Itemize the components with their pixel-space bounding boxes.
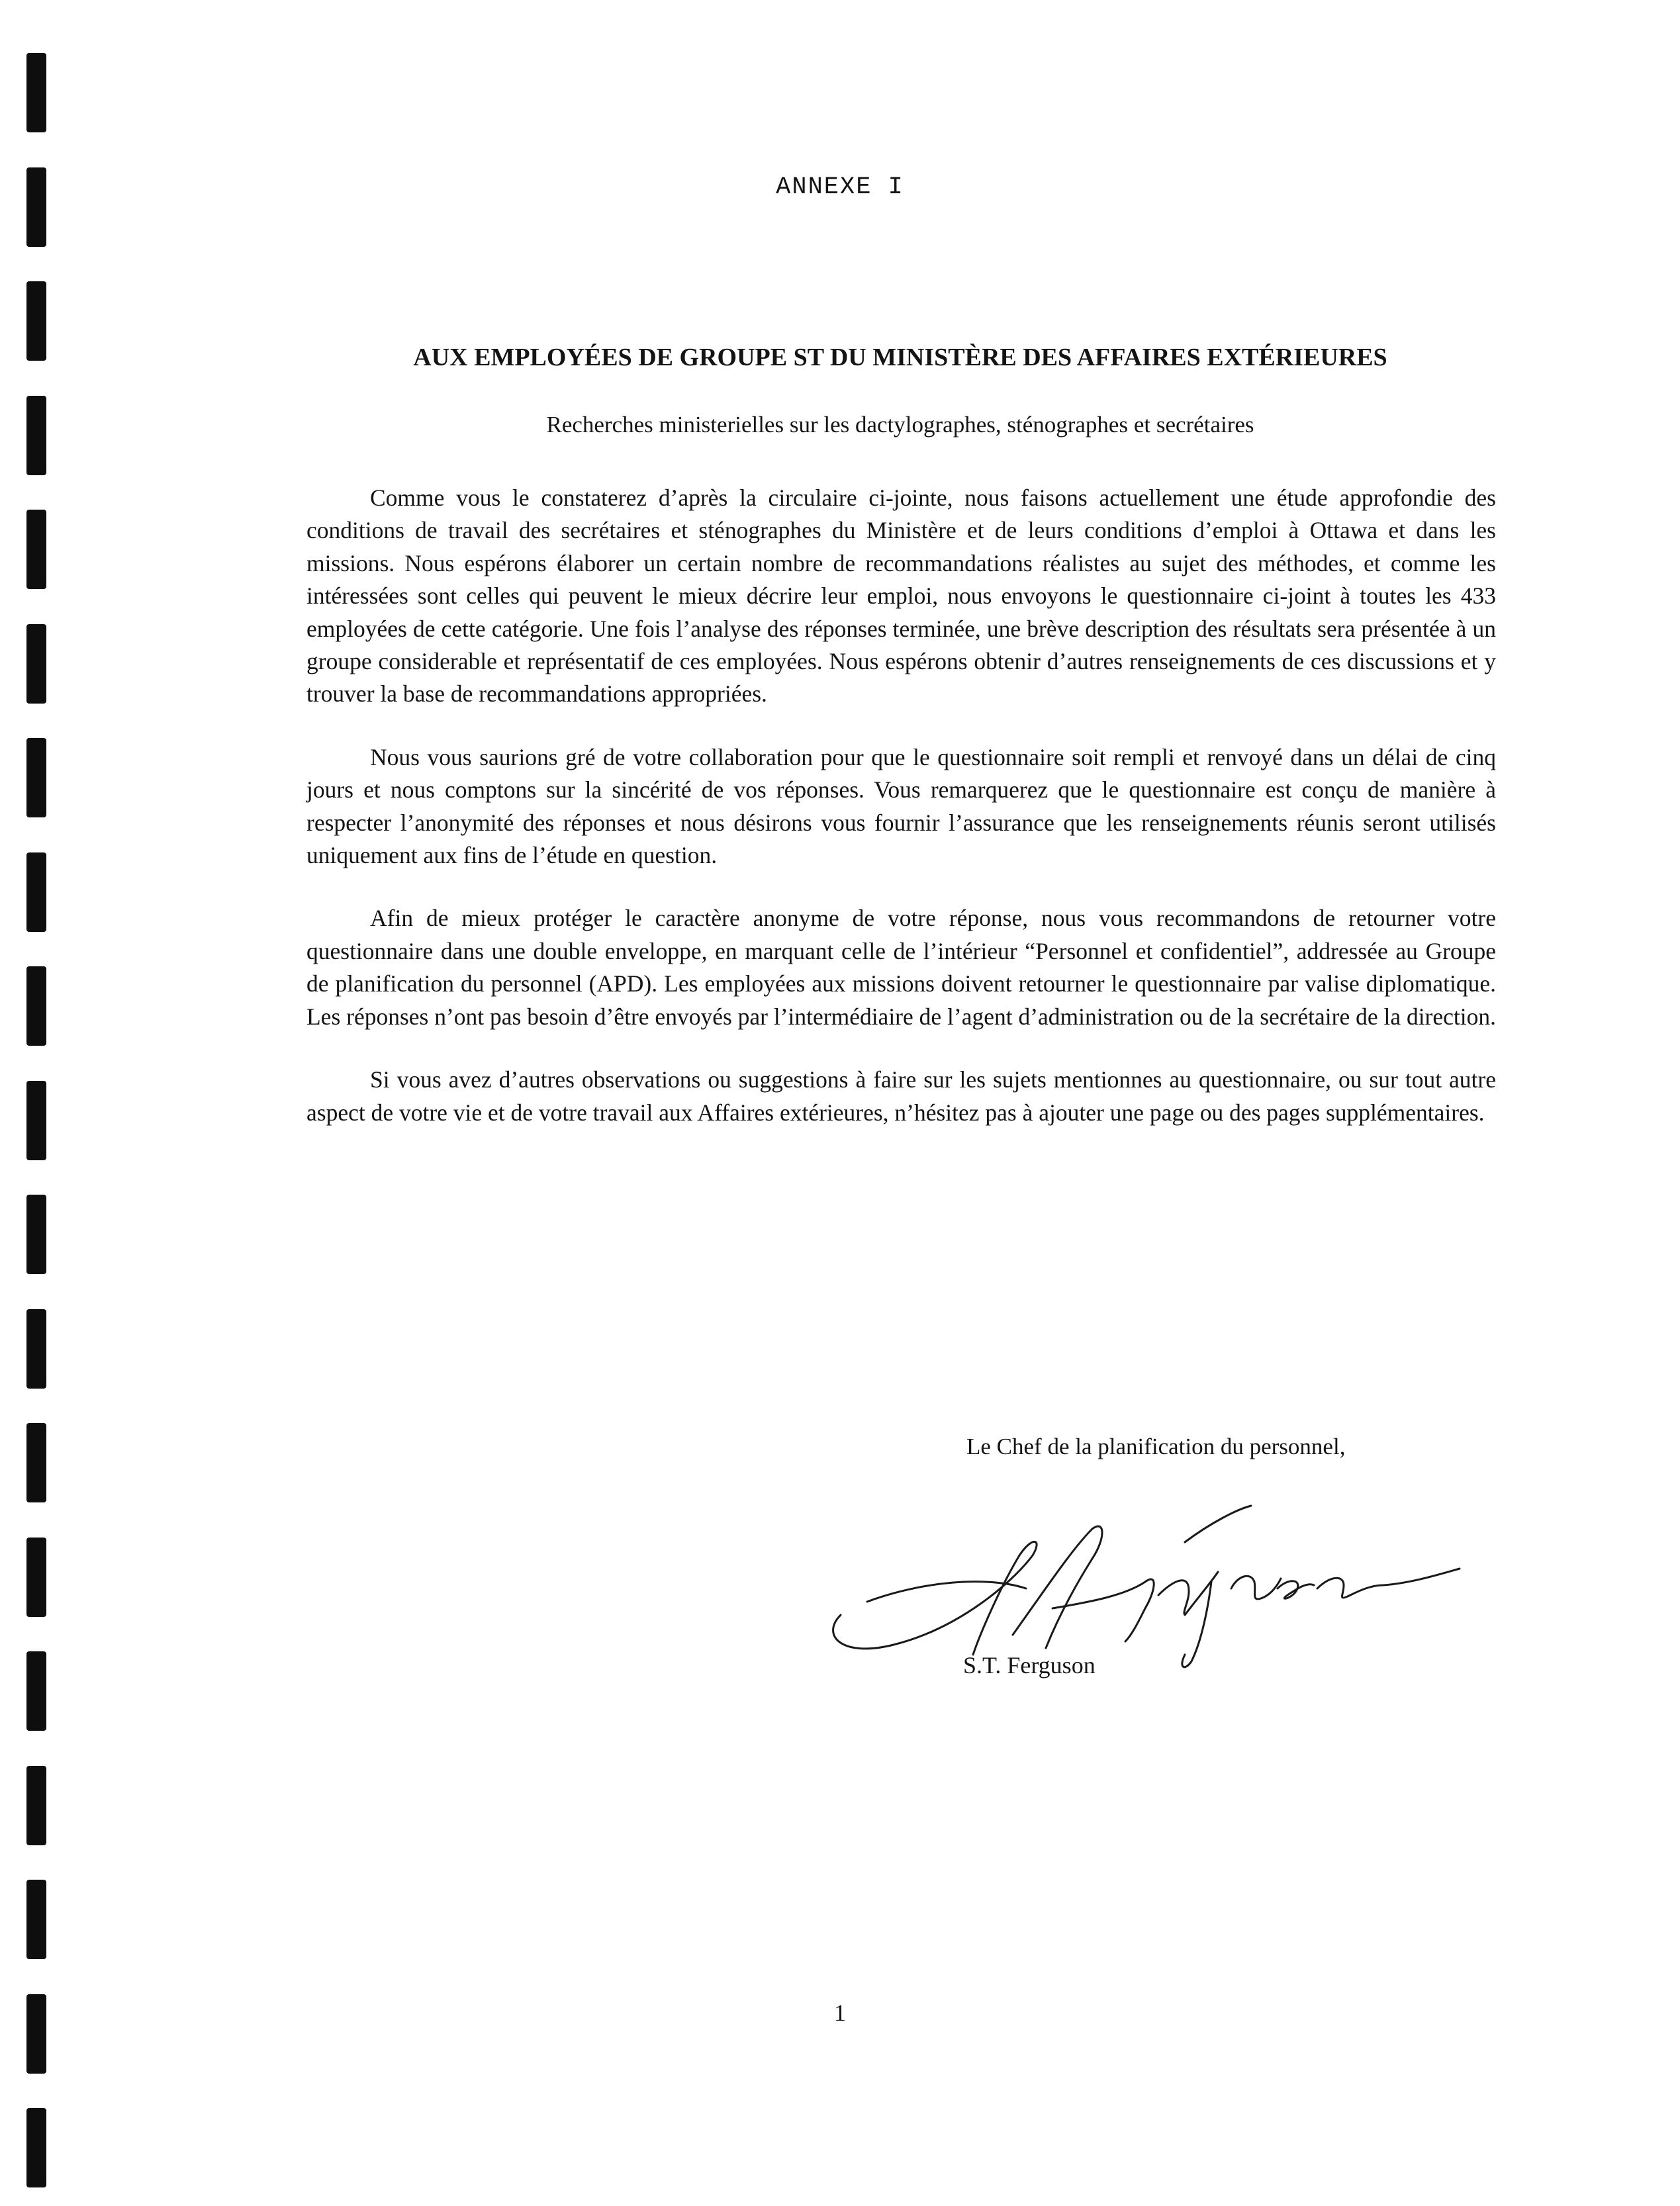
binder-hole — [26, 396, 46, 475]
letter-body — [306, 482, 1496, 1160]
binder-hole — [26, 1081, 46, 1160]
binder-hole — [26, 738, 46, 817]
annex-label: ANNEXE I — [776, 173, 904, 201]
body-paragraph: Nous vous saurions gré de votre collaboration pour que le questionnaire soit rempli et renvoyé dans un délai de cinq jours et nous comptons sur la sincérité de vos réponses. Vous remarquerez que le questionnaire est conçu de manière à respecter l’anonymité des réponses et nous désirons vous fournir l’assurance que les renseignements réunis seront utilisés uniquement aux fins de l’étude en question. — [306, 743, 1496, 869]
body-paragraph: Afin de mieux protéger le caractère anonyme de votre réponse, nous vous recommandons de retourner votre questionnaire dans une double enveloppe, en marquant celle de l’intérieur “Personnel et confidentiel”, addressée au Groupe de planification du personnel (APD). Les employées aux missions doivent retourner le questionnaire par valise diplomatique. Les réponses n’ont pas besoin d’être envoyés par l’intermédiaire de l’agent d’administration ou de la secrétaire de la direction. — [306, 905, 1496, 1030]
document-subheading: Recherches ministerielles sur les dactylographes, sténographes et secrétaires — [546, 412, 1254, 437]
binder-hole — [26, 2108, 46, 2187]
document-heading: AUX EMPLOYÉES DE GROUPE ST DU MINISTÈRE DES AFFAIRES EXTÉRIEURES — [413, 344, 1387, 371]
binder-hole — [26, 510, 46, 589]
binder-hole — [26, 966, 46, 1046]
body-paragraph: Si vous avez d’autres observations ou suggestions à faire sur les sujets mentionnes au questionnaire, ou sur tout autre aspect de votre vie et de votre travail aux Affaires extérieures, n’hésitez pas à ajouter une page ou des pages supplémentaires. — [306, 1066, 1496, 1126]
binder-hole — [26, 1538, 46, 1617]
signer-name: S.T. Ferguson — [963, 1652, 1096, 1678]
binder-hole — [26, 53, 46, 132]
page-number: 1 — [834, 1999, 846, 2026]
binder-hole — [26, 1880, 46, 1959]
body-paragraph: Comme vous le constaterez d’après la circulaire ci-jointe, nous faisons actuellement une étude approfondie des conditions de travail des secrétaires et sténographes du Ministère et de leurs conditions d’emploi à Ottawa et dans les missions. Nous espérons élaborer un certain nombre de recommandations réalistes au sujet des méthodes, et comme les intéressées sont celles qui peuvent le mieux décrire leur emploi, nous envoyons le questionnaire ci-joint à toutes les 433 employées de cette catégorie. Une fois l’analyse des réponses terminée, une brève description des résultats sera présentée à un groupe considerable et représentatif de ces employées. Nous espérons obtenir d’autres renseignements de ces discussions et y trouver la base de recommandations appropriées. — [306, 484, 1496, 708]
binder-hole — [26, 852, 46, 932]
closing-line: Le Chef de la planification du personnel, — [966, 1434, 1346, 1459]
binder-hole — [26, 624, 46, 704]
handwritten-signature — [814, 1502, 1476, 1675]
binder-hole — [26, 1309, 46, 1389]
binder-hole — [26, 1651, 46, 1731]
binder-hole — [26, 1195, 46, 1274]
binder-hole — [26, 1423, 46, 1502]
binder-hole — [26, 1766, 46, 1845]
binder-hole — [26, 281, 46, 361]
